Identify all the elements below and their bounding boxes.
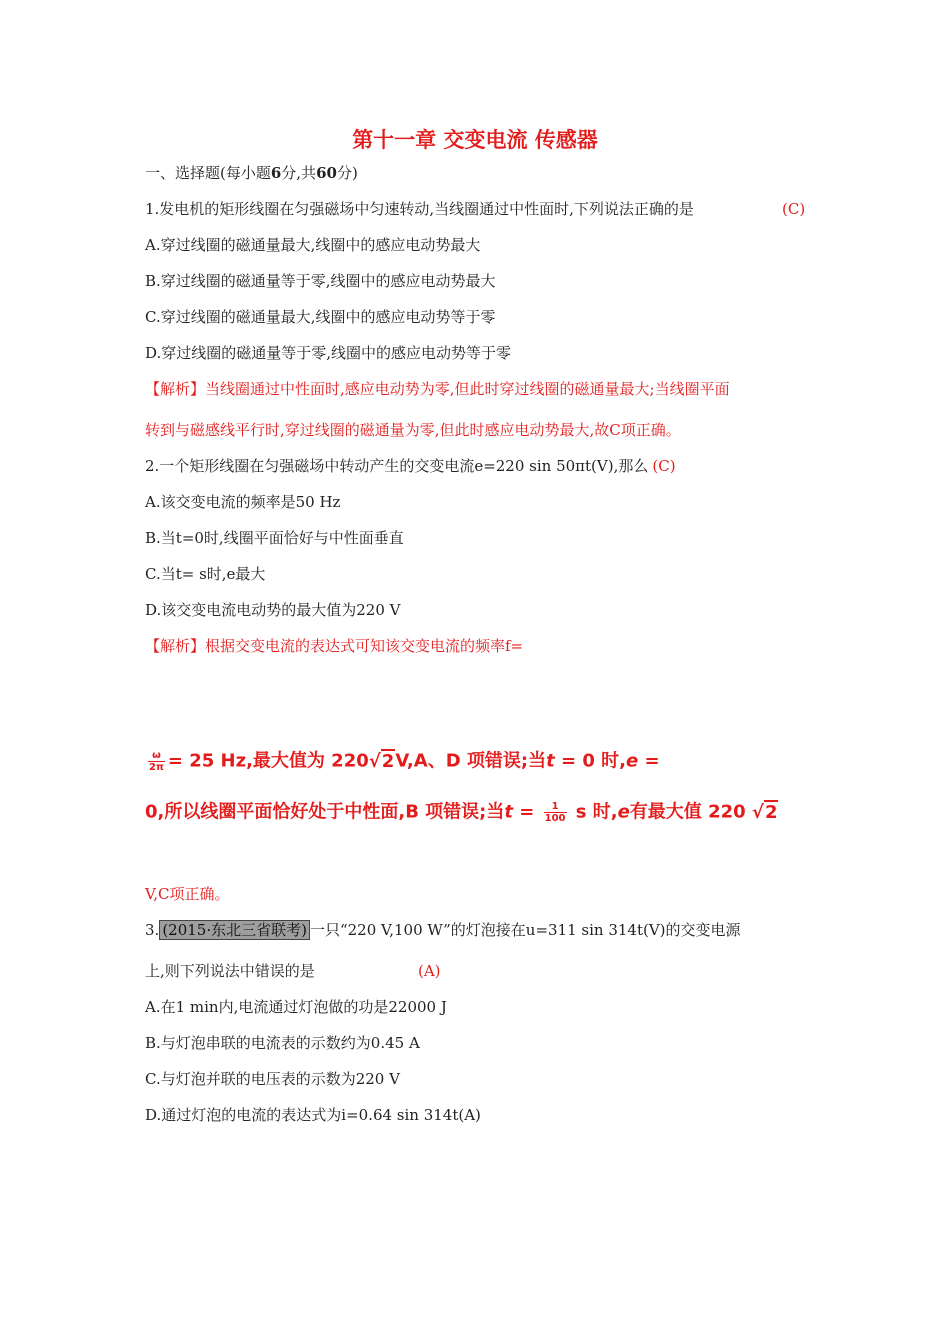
question-1-option-a: A.穿过线圈的磁通量最大,线圈中的感应电动势最大 [145, 236, 481, 254]
source-tag: (2015·东北三省联考) [159, 920, 310, 940]
question-1-option-c: C.穿过线圈的磁通量最大,线圈中的感应电动势等于零 [145, 308, 496, 326]
section-heading: 一、选择题(每小题6分,共60分) [145, 164, 358, 182]
question-3-answer: (A) [418, 962, 441, 980]
question-2-analysis-end: V,C项正确。 [145, 885, 230, 903]
question-3-option-a: A.在1 min内,电流通过灯泡做的功是22000 J [145, 998, 447, 1016]
fraction-1-over-100: $\frac{1}{100}$ [544, 801, 566, 824]
sqrt-symbol: √2 [751, 801, 778, 823]
question-2-formula-line-2: 0,所以线圈平面恰好处于中性面,B 项错误;当t = $\frac{1}{100}$ s 时,e有最大值 220 √2 [145, 801, 778, 824]
question-3-option-c: C.与灯泡并联的电压表的示数为220 V [145, 1070, 400, 1088]
question-1-analysis-line-1: 【解析】当线圈通过中性面时,感应电动势为零,但此时穿过线圈的磁通量最大;当线圈平面 [145, 380, 730, 398]
sqrt-symbol: √2 [368, 750, 395, 772]
question-1-analysis-line-2: 转到与磁感线平行时,穿过线圈的磁通量为零,但此时感应电动势最大,故C项正确。 [145, 421, 681, 439]
question-1-answer: (C) [782, 200, 806, 218]
question-2-answer: (C) [652, 457, 676, 475]
question-1-option-d: D.穿过线圈的磁通量等于零,线圈中的感应电动势等于零 [145, 344, 512, 362]
question-2-option-a: A.该交变电流的频率是50 Hz [145, 493, 341, 511]
question-2-option-b: B.当t=0时,线圈平面恰好与中性面垂直 [145, 529, 404, 547]
chapter-title: 第十一章 交变电流 传感器 [352, 128, 598, 152]
question-2-option-d: D.该交变电流电动势的最大值为220 V [145, 601, 401, 619]
question-1-stem: 1.发电机的矩形线圈在匀强磁场中匀速转动,当线圈通过中性面时,下列说法正确的是 [145, 200, 694, 218]
question-2-analysis-intro: 【解析】根据交变电流的表达式可知该交变电流的频率f= [145, 637, 524, 655]
question-3-option-b: B.与灯泡串联的电流表的示数约为0.45 A [145, 1034, 420, 1052]
question-3-stem-line-2: 上,则下列说法中错误的是 [145, 962, 315, 980]
question-3-option-d: D.通过灯泡的电流的表达式为i=0.64 sin 314t(A) [145, 1106, 481, 1124]
question-2-option-c: C.当t= s时,e最大 [145, 565, 266, 583]
question-2-formula-line-1: $\frac{\omega}{2\pi}$ = 25 Hz,最大值为 220√2V,A、D 项错误;当t = 0 时,e = [149, 750, 660, 773]
question-2-stem: 2.一个矩形线圈在匀强磁场中转动产生的交变电流e=220 sin 50πt(V),那么 (C) [145, 457, 676, 475]
question-1-option-b: B.穿过线圈的磁通量等于零,线圈中的感应电动势最大 [145, 272, 496, 290]
fraction-omega-over-2pi: $\frac{\omega}{2\pi}$ [149, 750, 164, 773]
question-3-stem-line-1: 3. (2015·东北三省联考) 一只“220 V,100 W”的灯泡接在u=311 sin 314t(V)的交变电源 [145, 921, 741, 939]
